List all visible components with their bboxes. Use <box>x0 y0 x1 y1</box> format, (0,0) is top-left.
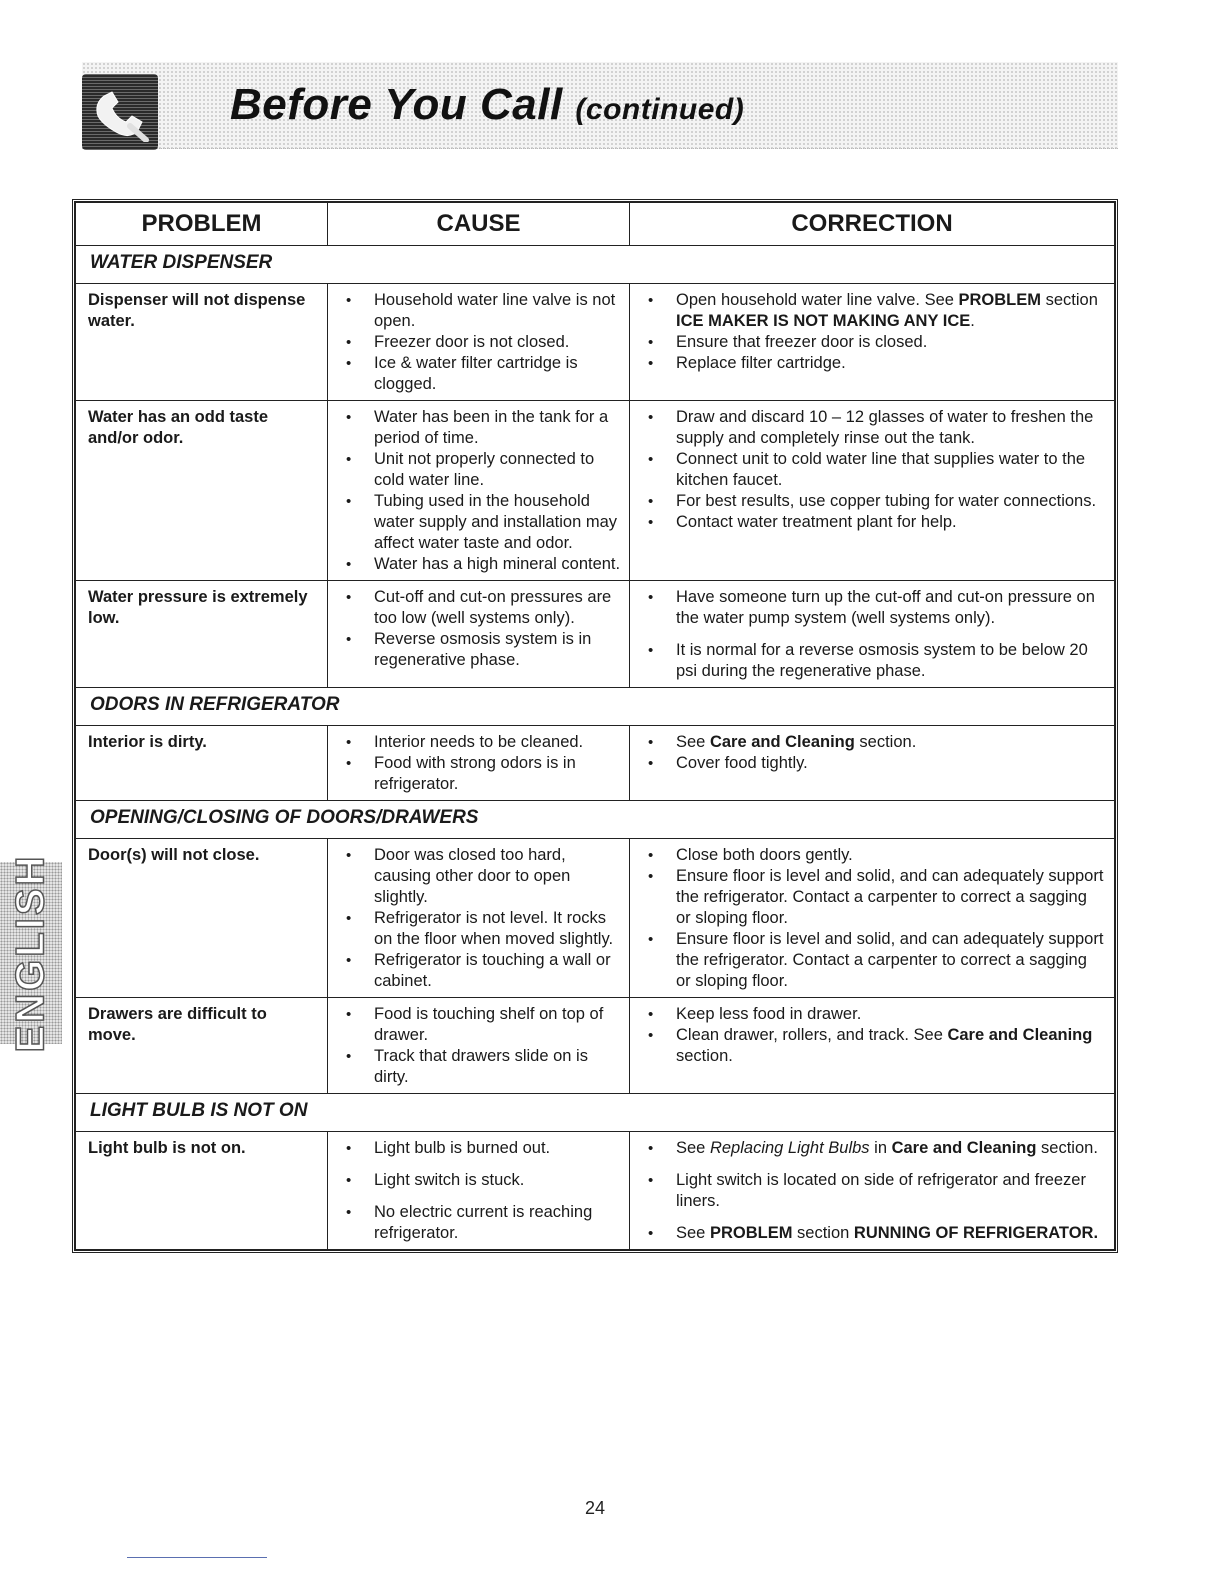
correction-text: section <box>1041 291 1098 309</box>
troubleshooting-table <box>72 199 1118 1253</box>
cause-list <box>338 1004 621 1088</box>
correction-cell <box>630 581 1115 688</box>
correction-bold-text: Care and Cleaning <box>709 733 855 751</box>
problem-cell: Light bulb is not on. <box>76 1132 328 1250</box>
correction-text: Keep less food in drawer. <box>676 1005 862 1023</box>
cause-item: • Refrigerator is touching a wall or cabinet. <box>338 950 621 992</box>
cause-cell <box>328 839 630 998</box>
cause-item: • Freezer door is not closed. <box>338 332 621 353</box>
phone-hand-icon <box>82 74 158 150</box>
cause-item: • Ice & water filter cartridge is clogged. <box>338 353 621 395</box>
cause-cell <box>328 401 630 581</box>
correction-item <box>640 866 1106 929</box>
cause-cell <box>328 998 630 1094</box>
correction-item <box>640 753 1106 774</box>
correction-text: Draw and discard 10 – 12 glasses of water to freshen the supply and completely rinse out the tank. <box>676 408 1094 447</box>
page-title <box>230 80 744 130</box>
correction-item <box>640 1025 1106 1067</box>
cause-item: • Food is touching shelf on top of drawer. <box>338 1004 621 1046</box>
table-row <box>76 581 1115 688</box>
cause-item: • Light bulb is burned out. <box>338 1138 621 1159</box>
cause-item: • Track that drawers slide on is dirty. <box>338 1046 621 1088</box>
correction-item <box>640 491 1106 512</box>
section-title: ODORS IN REFRIGERATOR <box>76 688 1115 726</box>
correction-text: section. <box>1036 1139 1098 1157</box>
cause-cell <box>328 284 630 401</box>
cause-list <box>338 1138 621 1244</box>
cause-item: • Interior needs to be cleaned. <box>338 732 621 753</box>
problem-cell: Door(s) will not close. <box>76 839 328 998</box>
correction-list <box>640 732 1106 774</box>
correction-cell <box>630 401 1115 581</box>
language-tab <box>0 853 62 1053</box>
problem-cell: Interior is dirty. <box>76 726 328 801</box>
correction-text: in <box>869 1139 892 1157</box>
cause-cell <box>328 581 630 688</box>
section-title: WATER DISPENSER <box>76 246 1115 284</box>
correction-list <box>640 290 1106 374</box>
table-row <box>76 284 1115 401</box>
cause-item: • Food with strong odors is in refrigerator. <box>338 753 621 795</box>
cause-item: • Reverse osmosis system is in regenerative phase. <box>338 629 621 671</box>
table-row <box>76 1132 1115 1250</box>
cause-item: • Tubing used in the household water supply and installation may affect water taste and odor. <box>338 491 621 554</box>
cause-cell <box>328 1132 630 1250</box>
problem-cell: Dispenser will not dispense water. <box>76 284 328 401</box>
cause-item: • Water has been in the tank for a period of time. <box>338 407 621 449</box>
correction-cell <box>630 284 1115 401</box>
correction-text: For best results, use copper tubing for water connections. <box>676 492 1097 510</box>
correction-text: Cover food tightly. <box>676 754 808 772</box>
correction-item <box>640 512 1106 533</box>
section-title: LIGHT BULB IS NOT ON <box>76 1094 1115 1132</box>
correction-item <box>640 929 1106 992</box>
cause-item: • Household water line valve is not open. <box>338 290 621 332</box>
header-banner <box>82 62 1118 149</box>
correction-text: Clean drawer, rollers, and track. See <box>676 1026 948 1044</box>
problem-cell: Water pressure is extremely low. <box>76 581 328 688</box>
section-row <box>76 246 1115 284</box>
correction-text: See <box>676 1224 710 1242</box>
correction-bold-text: PROBLEM <box>709 1224 793 1242</box>
table-row <box>76 998 1115 1094</box>
correction-text: Close both doors gently. <box>676 846 853 864</box>
correction-text: Have someone turn up the cut-off and cut-on pressure on the water pump system (well systems only). <box>676 588 1095 627</box>
correction-item <box>640 845 1106 866</box>
correction-list <box>640 1138 1106 1244</box>
correction-list <box>640 407 1106 533</box>
correction-list <box>640 845 1106 992</box>
correction-italic-text: Replacing Light Bulbs <box>709 1139 870 1157</box>
page-number: 24 <box>584 1498 606 1518</box>
correction-bold-text: ICE MAKER IS NOT MAKING ANY ICE <box>676 312 971 330</box>
section-title: OPENING/CLOSING OF DOORS/DRAWERS <box>76 801 1115 839</box>
correction-cell <box>630 998 1115 1094</box>
column-header-problem: PROBLEM <box>76 203 328 246</box>
correction-text: section. <box>854 733 917 751</box>
column-header-correction: CORRECTION <box>630 203 1115 246</box>
correction-item <box>640 353 1106 374</box>
column-header-cause: CAUSE <box>328 203 630 246</box>
correction-text: Contact water treatment plant for help. <box>676 513 957 531</box>
cause-item: • Unit not properly connected to cold water line. <box>338 449 621 491</box>
problem-cell: Drawers are difficult to move. <box>76 998 328 1094</box>
correction-text: Ensure floor is level and solid, and can adequately support the refrigerator. Contact a carpenter to correct a sagging or sloping floor. <box>676 867 1104 927</box>
cause-item: • Water has a high mineral content. <box>338 554 621 575</box>
correction-bold-text: PROBLEM <box>958 291 1042 309</box>
correction-bold-text: Care and Cleaning <box>891 1139 1037 1157</box>
cause-item: • Door was closed too hard, causing other door to open slightly. <box>338 845 621 908</box>
correction-text: . <box>970 312 975 330</box>
correction-text: Open household water line valve. See <box>676 291 959 309</box>
correction-item <box>640 587 1106 629</box>
correction-bold-text: Care and Cleaning <box>947 1026 1093 1044</box>
cause-item: • No electric current is reaching refrigerator. <box>338 1202 621 1244</box>
section-row <box>76 688 1115 726</box>
correction-item <box>640 732 1106 753</box>
section-row <box>76 801 1115 839</box>
cause-list <box>338 290 621 395</box>
correction-list <box>640 587 1106 682</box>
correction-cell <box>630 726 1115 801</box>
correction-text: See <box>676 1139 710 1157</box>
correction-text: Ensure floor is level and solid, and can adequately support the refrigerator. Contact a carpenter to correct a sagging or sloping floor. <box>676 930 1104 990</box>
page-title-sub: (continued) <box>575 93 745 126</box>
cause-list <box>338 407 621 575</box>
correction-text: See <box>676 733 710 751</box>
cause-cell <box>328 726 630 801</box>
page-title-main: Before You Call <box>230 80 563 129</box>
correction-item <box>640 290 1106 332</box>
correction-item <box>640 332 1106 353</box>
section-row <box>76 1094 1115 1132</box>
correction-item <box>640 1004 1106 1025</box>
correction-text: It is normal for a reverse osmosis system to be below 20 psi during the regenerative phase. <box>676 641 1088 680</box>
table-row <box>76 839 1115 998</box>
correction-item <box>640 1170 1106 1212</box>
correction-bold-text: RUNNING OF REFRIGERATOR. <box>853 1224 1099 1242</box>
cause-item: • Refrigerator is not level. It rocks on the floor when moved slightly. <box>338 908 621 950</box>
correction-cell <box>630 839 1115 998</box>
correction-text: Replace filter cartridge. <box>676 354 846 372</box>
correction-cell <box>630 1132 1115 1250</box>
correction-text: Ensure that freezer door is closed. <box>676 333 928 351</box>
correction-item <box>640 640 1106 682</box>
cause-list <box>338 732 621 795</box>
language-tab-label: ENGLISH <box>8 853 53 1053</box>
correction-text: Light switch is located on side of refrigerator and freezer liners. <box>676 1171 1086 1210</box>
correction-item <box>640 449 1106 491</box>
footer-rule <box>127 1557 267 1558</box>
correction-text: section <box>792 1224 854 1242</box>
cause-list <box>338 845 621 992</box>
table-header-row <box>76 203 1115 246</box>
cause-item: • Cut-off and cut-on pressures are too low (well systems only). <box>338 587 621 629</box>
correction-item <box>640 407 1106 449</box>
cause-item: • Light switch is stuck. <box>338 1170 621 1191</box>
cause-list <box>338 587 621 671</box>
correction-text: Connect unit to cold water line that supplies water to the kitchen faucet. <box>676 450 1086 489</box>
correction-text: section. <box>676 1047 733 1065</box>
correction-item <box>640 1223 1106 1244</box>
correction-list <box>640 1004 1106 1067</box>
problem-cell: Water has an odd taste and/or odor. <box>76 401 328 581</box>
table-row <box>76 401 1115 581</box>
correction-item <box>640 1138 1106 1159</box>
table-row <box>76 726 1115 801</box>
